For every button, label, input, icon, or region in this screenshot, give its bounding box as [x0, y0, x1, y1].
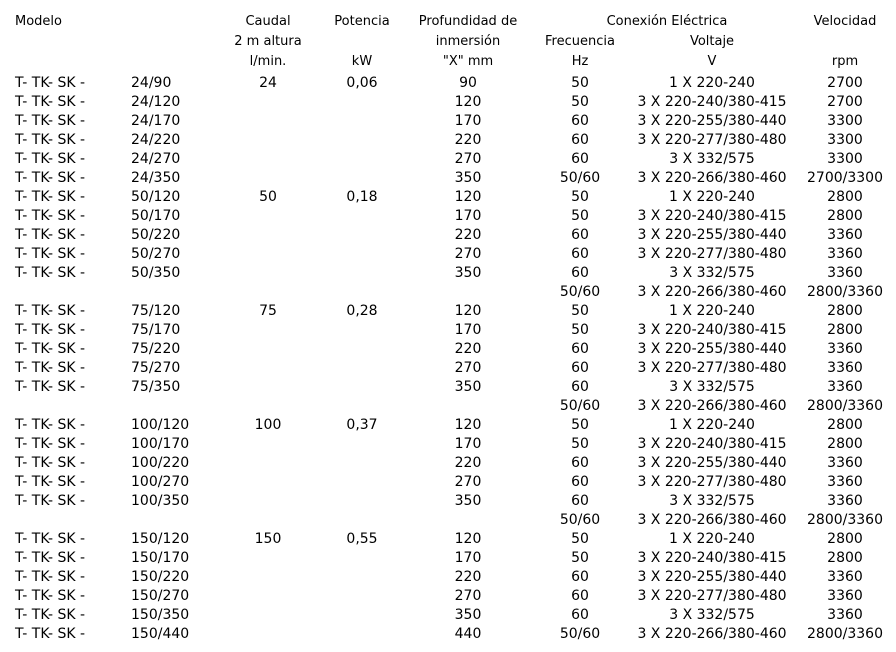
frecuencia-value: 60: [571, 588, 589, 604]
profundidad-value: 350: [454, 493, 482, 509]
voltaje-value: 3 X 332/575: [669, 151, 755, 167]
frecuencia-value: 50/60: [559, 512, 601, 528]
model-prefix: T- TK- SK -: [15, 303, 86, 319]
table-row: [0, 112, 896, 131]
model-size: 24/350: [131, 170, 181, 186]
profundidad-value: 120: [454, 531, 482, 547]
table-row: [0, 93, 896, 112]
velocidad-value: 2800/3360: [807, 398, 883, 414]
model-size: 50/120: [131, 189, 181, 205]
profundidad-value: 220: [454, 341, 482, 357]
frecuencia-value: 60: [571, 455, 589, 471]
model-prefix: T- TK- SK -: [15, 360, 86, 376]
voltaje-value: 3 X 332/575: [669, 265, 755, 281]
voltaje-value: 3 X 220-266/380-460: [637, 626, 787, 642]
profundidad-value: 90: [459, 75, 477, 91]
table-row: [0, 473, 896, 492]
voltaje-value: 1 X 220-240: [669, 531, 755, 547]
profundidad-value: 270: [454, 151, 482, 167]
model-size: 24/220: [131, 132, 181, 148]
voltaje-value: 3 X 220-255/380-440: [637, 113, 787, 129]
model-size: 24/170: [131, 113, 181, 129]
voltaje-value: 3 X 220-277/380-480: [637, 132, 787, 148]
model-size: 50/170: [131, 208, 181, 224]
model-prefix: T- TK- SK -: [15, 113, 86, 129]
profundidad-value: 220: [454, 227, 482, 243]
table-row: [0, 169, 896, 188]
frecuencia-value: 60: [571, 246, 589, 262]
frecuencia-value: 60: [571, 341, 589, 357]
table-row: [0, 245, 896, 264]
profundidad-value: 170: [454, 436, 482, 452]
frecuencia-value: 50: [571, 417, 589, 433]
velocidad-value: 2800: [827, 208, 863, 224]
voltaje-value: 3 X 220-266/380-460: [637, 170, 787, 186]
table-row: [0, 530, 896, 549]
model-size: 75/270: [131, 360, 181, 376]
model-prefix: T- TK- SK -: [15, 189, 86, 205]
model-prefix: T- TK- SK -: [15, 208, 86, 224]
profundidad-value: 350: [454, 265, 482, 281]
profundidad-value: 440: [454, 626, 482, 642]
velocidad-value: 2700/3300: [807, 170, 883, 186]
velocidad-value: 3360: [827, 474, 863, 490]
voltaje-value: 3 X 220-255/380-440: [637, 455, 787, 471]
model-prefix: T- TK- SK -: [15, 417, 86, 433]
table-row: [0, 321, 896, 340]
velocidad-value: 3300: [827, 132, 863, 148]
potencia-value: 0,18: [346, 189, 378, 205]
model-size: 24/90: [131, 75, 172, 91]
header-caudal-2: 2 m altura: [234, 34, 302, 49]
model-size: 150/170: [131, 550, 190, 566]
model-size: 50/220: [131, 227, 181, 243]
velocidad-value: 2700: [827, 94, 863, 110]
velocidad-value: 3360: [827, 246, 863, 262]
frecuencia-value: 50: [571, 550, 589, 566]
profundidad-value: 270: [454, 588, 482, 604]
model-prefix: T- TK- SK -: [15, 75, 86, 91]
potencia-value: 0,06: [346, 75, 378, 91]
velocidad-value: 2800/3360: [807, 626, 883, 642]
velocidad-value: 3360: [827, 379, 863, 395]
model-prefix: T- TK- SK -: [15, 227, 86, 243]
header-caudal-3: l/min.: [249, 54, 287, 69]
voltaje-value: 3 X 220-240/380-415: [637, 322, 787, 338]
model-size: 100/220: [131, 455, 190, 471]
profundidad-value: 120: [454, 303, 482, 319]
table-row: [0, 416, 896, 435]
model-prefix: T- TK- SK -: [15, 607, 86, 623]
frecuencia-value: 50: [571, 94, 589, 110]
frecuencia-value: 60: [571, 379, 589, 395]
model-prefix: T- TK- SK -: [15, 265, 86, 281]
table-row: [0, 340, 896, 359]
header-potencia-2: kW: [351, 54, 373, 69]
velocidad-value: 3300: [827, 113, 863, 129]
velocidad-value: 3360: [827, 493, 863, 509]
caudal-value: 24: [259, 75, 277, 91]
table-row: [0, 150, 896, 169]
model-prefix: T- TK- SK -: [15, 246, 86, 262]
frecuencia-value: 50/60: [559, 398, 601, 414]
header-voltaje-1: Voltaje: [689, 34, 735, 49]
model-size: 100/270: [131, 474, 190, 490]
model-prefix: T- TK- SK -: [15, 436, 86, 452]
table-row: [0, 378, 896, 397]
voltaje-value: 1 X 220-240: [669, 189, 755, 205]
voltaje-value: 3 X 220-277/380-480: [637, 588, 787, 604]
velocidad-value: 2800: [827, 303, 863, 319]
velocidad-value: 2800: [827, 550, 863, 566]
model-size: 75/350: [131, 379, 181, 395]
model-size: 150/220: [131, 569, 190, 585]
model-size: 150/350: [131, 607, 190, 623]
voltaje-value: 3 X 220-240/380-415: [637, 550, 787, 566]
voltaje-value: 3 X 220-240/380-415: [637, 208, 787, 224]
table-row: [0, 454, 896, 473]
model-size: 150/270: [131, 588, 190, 604]
model-size: 50/350: [131, 265, 181, 281]
model-prefix: T- TK- SK -: [15, 569, 86, 585]
velocidad-value: 2800/3360: [807, 284, 883, 300]
voltaje-value: 3 X 220-255/380-440: [637, 227, 787, 243]
model-prefix: T- TK- SK -: [15, 379, 86, 395]
profundidad-value: 120: [454, 189, 482, 205]
frecuencia-value: 50: [571, 303, 589, 319]
model-prefix: T- TK- SK -: [15, 132, 86, 148]
model-prefix: T- TK- SK -: [15, 550, 86, 566]
voltaje-value: 3 X 220-240/380-415: [637, 436, 787, 452]
profundidad-value: 350: [454, 379, 482, 395]
frecuencia-value: 60: [571, 265, 589, 281]
voltaje-value: 1 X 220-240: [669, 75, 755, 91]
voltaje-value: 3 X 332/575: [669, 379, 755, 395]
voltaje-value: 3 X 220-255/380-440: [637, 341, 787, 357]
profundidad-value: 120: [454, 94, 482, 110]
model-size: 24/120: [131, 94, 181, 110]
table-row: [0, 226, 896, 245]
frecuencia-value: 60: [571, 474, 589, 490]
voltaje-value: 3 X 220-266/380-460: [637, 284, 787, 300]
frecuencia-value: 60: [571, 151, 589, 167]
model-prefix: T- TK- SK -: [15, 341, 86, 357]
profundidad-value: 220: [454, 132, 482, 148]
model-prefix: T- TK- SK -: [15, 322, 86, 338]
header-velocidad-1: Velocidad: [813, 14, 877, 29]
profundidad-value: 270: [454, 474, 482, 490]
potencia-value: 0,55: [346, 531, 378, 547]
velocidad-value: 2800: [827, 417, 863, 433]
model-size: 24/270: [131, 151, 181, 167]
potencia-value: 0,37: [346, 417, 378, 433]
voltaje-value: 3 X 220-266/380-460: [637, 398, 787, 414]
model-prefix: T- TK- SK -: [15, 474, 86, 490]
frecuencia-value: 60: [571, 132, 589, 148]
table-row: [0, 606, 896, 625]
velocidad-value: 3360: [827, 265, 863, 281]
model-prefix: T- TK- SK -: [15, 626, 86, 642]
velocidad-value: 2800: [827, 436, 863, 452]
frecuencia-value: 50: [571, 75, 589, 91]
velocidad-value: 2700: [827, 75, 863, 91]
header-velocidad-2: rpm: [831, 54, 859, 69]
table-row: [0, 492, 896, 511]
header-conexion-electrica: Conexión Eléctrica: [606, 14, 728, 29]
frecuencia-value: 50/60: [559, 626, 601, 642]
velocidad-value: 3360: [827, 569, 863, 585]
model-size: 100/350: [131, 493, 190, 509]
frecuencia-value: 60: [571, 113, 589, 129]
frecuencia-value: 50/60: [559, 284, 601, 300]
velocidad-value: 2800: [827, 189, 863, 205]
model-prefix: T- TK- SK -: [15, 94, 86, 110]
profundidad-value: 350: [454, 170, 482, 186]
header-caudal-1: Caudal: [245, 14, 291, 29]
table-row: [0, 74, 896, 93]
profundidad-value: 170: [454, 113, 482, 129]
model-size: 50/270: [131, 246, 181, 262]
caudal-value: 50: [259, 189, 277, 205]
voltaje-value: 3 X 220-277/380-480: [637, 246, 787, 262]
header-voltaje-2: V: [707, 54, 717, 69]
frecuencia-value: 50: [571, 208, 589, 224]
velocidad-value: 3300: [827, 151, 863, 167]
voltaje-value: 3 X 220-255/380-440: [637, 569, 787, 585]
voltaje-value: 3 X 332/575: [669, 493, 755, 509]
voltaje-value: 3 X 220-277/380-480: [637, 474, 787, 490]
header-potencia-1: Potencia: [334, 14, 390, 29]
profundidad-value: 170: [454, 322, 482, 338]
frecuencia-value: 60: [571, 493, 589, 509]
table-row: [0, 397, 896, 416]
model-size: 100/170: [131, 436, 190, 452]
table-row: [0, 283, 896, 302]
frecuencia-value: 60: [571, 360, 589, 376]
model-size: 75/220: [131, 341, 181, 357]
model-size: 150/120: [131, 531, 190, 547]
table-row: [0, 131, 896, 150]
table-row: [0, 568, 896, 587]
profundidad-value: 120: [454, 417, 482, 433]
profundidad-value: 220: [454, 455, 482, 471]
model-prefix: T- TK- SK -: [15, 170, 86, 186]
model-prefix: T- TK- SK -: [15, 493, 86, 509]
profundidad-value: 170: [454, 550, 482, 566]
profundidad-value: 220: [454, 569, 482, 585]
model-prefix: T- TK- SK -: [15, 455, 86, 471]
table-row: [0, 188, 896, 207]
voltaje-value: 3 X 220-266/380-460: [637, 512, 787, 528]
profundidad-value: 270: [454, 360, 482, 376]
voltaje-value: 3 X 220-240/380-415: [637, 94, 787, 110]
table-row: [0, 587, 896, 606]
velocidad-value: 2800/3360: [807, 512, 883, 528]
velocidad-value: 2800: [827, 322, 863, 338]
frecuencia-value: 50: [571, 189, 589, 205]
voltaje-value: 1 X 220-240: [669, 303, 755, 319]
frecuencia-value: 60: [571, 607, 589, 623]
velocidad-value: 3360: [827, 588, 863, 604]
caudal-value: 150: [254, 531, 282, 547]
frecuencia-value: 50: [571, 531, 589, 547]
table-row: [0, 207, 896, 226]
voltaje-value: 1 X 220-240: [669, 417, 755, 433]
potencia-value: 0,28: [346, 303, 378, 319]
header-profundidad-3: "X" mm: [442, 54, 494, 69]
model-size: 75/170: [131, 322, 181, 338]
table-row: [0, 549, 896, 568]
model-size: 150/440: [131, 626, 190, 642]
model-size: 100/120: [131, 417, 190, 433]
header-frecuencia-2: Hz: [571, 54, 589, 69]
model-size: 75/120: [131, 303, 181, 319]
caudal-value: 75: [259, 303, 277, 319]
header-modelo: Modelo: [15, 14, 62, 29]
header-profundidad-1: Profundidad de: [418, 14, 518, 29]
table-row: [0, 264, 896, 283]
table-row: [0, 625, 896, 644]
velocidad-value: 3360: [827, 227, 863, 243]
velocidad-value: 3360: [827, 607, 863, 623]
frecuencia-value: 50/60: [559, 170, 601, 186]
frecuencia-value: 60: [571, 227, 589, 243]
voltaje-value: 3 X 332/575: [669, 607, 755, 623]
profundidad-value: 270: [454, 246, 482, 262]
velocidad-value: 3360: [827, 341, 863, 357]
header-profundidad-2: inmersión: [435, 34, 501, 49]
voltaje-value: 3 X 220-277/380-480: [637, 360, 787, 376]
caudal-value: 100: [254, 417, 282, 433]
header-frecuencia-1: Frecuencia: [545, 34, 615, 49]
profundidad-value: 350: [454, 607, 482, 623]
frecuencia-value: 50: [571, 322, 589, 338]
velocidad-value: 3360: [827, 360, 863, 376]
frecuencia-value: 60: [571, 569, 589, 585]
table-row: [0, 511, 896, 530]
model-prefix: T- TK- SK -: [15, 151, 86, 167]
table-row: [0, 302, 896, 321]
velocidad-value: 3360: [827, 455, 863, 471]
model-prefix: T- TK- SK -: [15, 531, 86, 547]
model-prefix: T- TK- SK -: [15, 588, 86, 604]
frecuencia-value: 50: [571, 436, 589, 452]
table-row: [0, 359, 896, 378]
table-row: [0, 435, 896, 454]
profundidad-value: 170: [454, 208, 482, 224]
velocidad-value: 2800: [827, 531, 863, 547]
